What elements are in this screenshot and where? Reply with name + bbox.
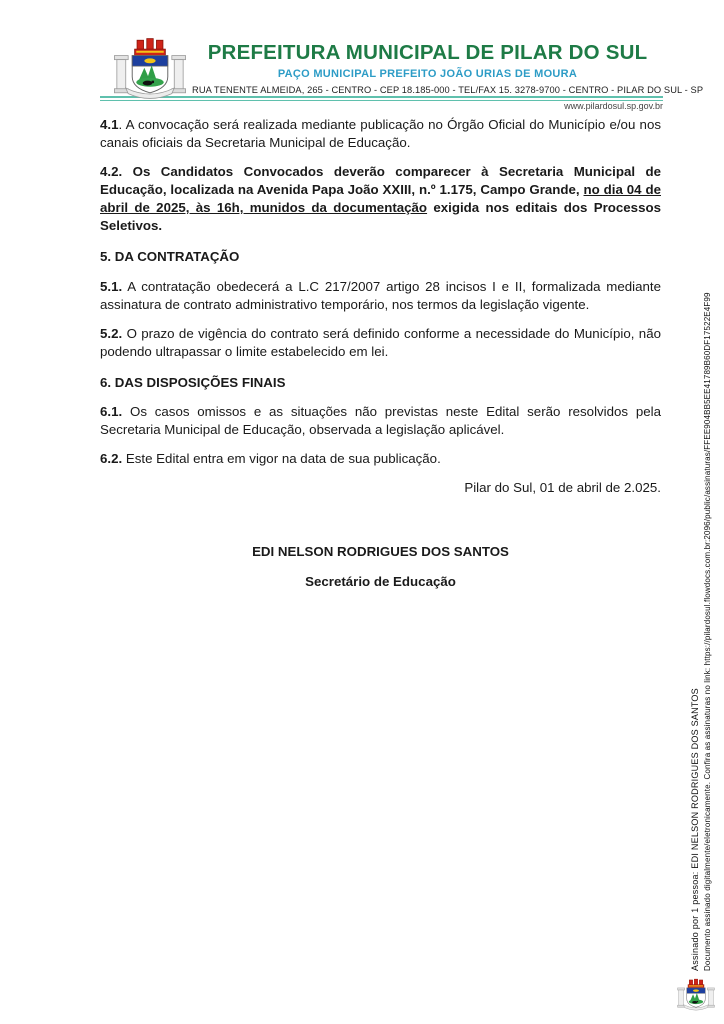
signature-strip-signers: Assinado por 1 pessoa: EDI NELSON RODRIGUES DOS SANTOS bbox=[690, 688, 700, 971]
clause-text: exigida nos editais dos Processos Seletivos. bbox=[100, 200, 661, 234]
signature-name: EDI NELSON RODRIGUES DOS SANTOS bbox=[252, 544, 509, 560]
paragraph-6-2 bbox=[100, 450, 661, 468]
coat-of-arms-small-icon bbox=[675, 977, 717, 1019]
section-heading-5: 5. DA CONTRATAÇÃO bbox=[100, 249, 240, 265]
website-url: www.pilardosul.sp.gov.br bbox=[564, 101, 663, 111]
paragraph-4-1 bbox=[100, 116, 661, 152]
paragraph-6-1 bbox=[100, 403, 661, 439]
clause-text: Os casos omissos e as situações não previstas neste Edital serão resolvidos pela Secretaria Municipal de Educação, observada a legislação aplicável. bbox=[100, 403, 661, 438]
clause-number: 6.2. bbox=[100, 451, 123, 467]
paragraph-5-2 bbox=[100, 325, 661, 361]
clause-text: . A convocação será realizada mediante publicação no Órgão Oficial do Município e/ou nos canais oficiais da Secretaria Municipal de Educação. bbox=[100, 117, 661, 151]
coat-of-arms-icon bbox=[108, 37, 192, 113]
clause-text: O prazo de vigência do contrato será definido conforme a necessidade do Município, não podendo ultrapassar o limite estabelecido em lei. bbox=[100, 325, 661, 359]
document-body bbox=[100, 116, 661, 602]
municipality-title: PREFEITURA MUNICIPAL DE PILAR DO SUL bbox=[207, 41, 648, 64]
paragraph-4-2 bbox=[100, 163, 661, 235]
clause-number: 4.1 bbox=[100, 117, 119, 132]
section-heading-6: 6. DAS DISPOSIÇÕES FINAIS bbox=[100, 374, 286, 390]
header-text bbox=[192, 41, 704, 95]
clause-text: Os Candidatos Convocados deverão comparecer à Secretaria Municipal de Educação, localizada na Avenida Papa João XXIII, n.º 1.175, Campo Grande, bbox=[100, 164, 661, 198]
clause-text: A contratação obedecerá a L.C 217/2007 artigo 28 incisos I e II, formalizada mediante assinatura de contrato administrativo temporário, nos termos da legislação vigente. bbox=[100, 278, 661, 312]
municipality-subtitle: PAÇO MUNICIPAL PREFEITO JOÃO URIAS DE MOURA bbox=[277, 67, 578, 80]
date-line: Pilar do Sul, 01 de abril de 2.025. bbox=[464, 480, 661, 496]
clause-number: 5.2. bbox=[100, 325, 123, 341]
clause-text: Este Edital entra em vigor na data de sua publicação. bbox=[122, 451, 441, 467]
paragraph-5-1 bbox=[100, 278, 661, 314]
clause-number: 6.1. bbox=[100, 403, 123, 419]
municipality-address: RUA TENENTE ALMEIDA, 265 - CENTRO - CEP 18.185-000 - TEL/FAX 15. 3278-9700 - CENTRO - PILAR DO SUL - SP bbox=[192, 84, 704, 95]
signature-strip-verification-link: Documento assinado digitalmente/eletronicamente. Confira as assinaturas no link: https://pilardosul.flowdocs.com.br:2096/public/assinaturas/FFEE904BB5EE41789B60DF17522E4F99 bbox=[703, 292, 712, 971]
signature-role: Secretário de Educação bbox=[305, 574, 456, 590]
clause-number: 4.2. bbox=[100, 164, 123, 180]
clause-number: 5.1. bbox=[100, 278, 123, 294]
clause-text-underlined: no dia 04 de abril de 2025, às 16h, munidos da documentação bbox=[100, 182, 661, 216]
